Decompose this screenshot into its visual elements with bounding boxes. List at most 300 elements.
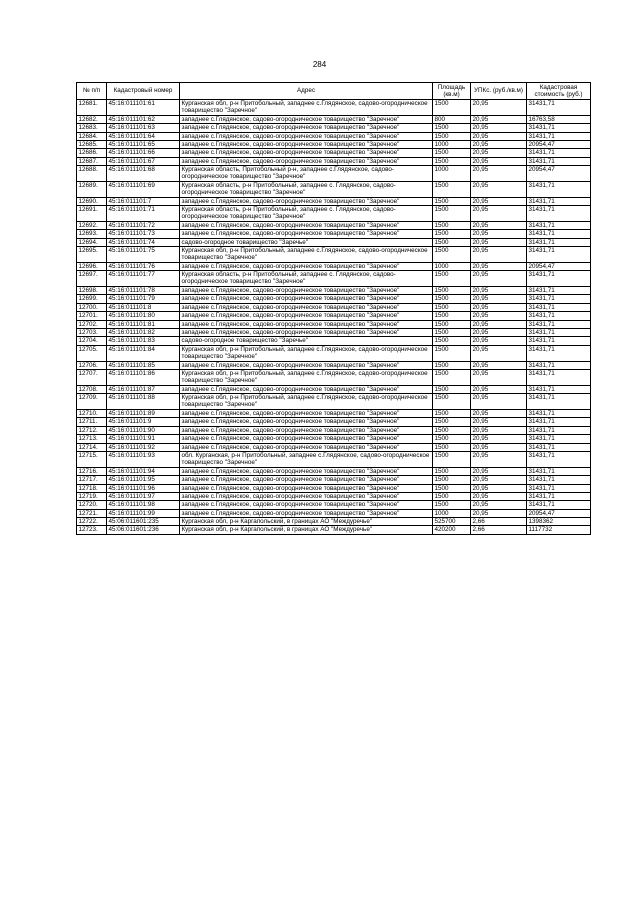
cell-cadastral-cost: 31431,71 — [527, 361, 591, 369]
cell-address: западнее с.Глядянское, садово-огородническое товарищество "Заречное" — [180, 385, 433, 393]
cell-address: Курганская область, р-н Притобольный, западнее с. Глядянское, садово-огородническое товарищество "Заречное" — [180, 271, 433, 287]
cell-address: западнее с.Глядянское, садово-огородническое товарищество "Заречное" — [180, 221, 433, 229]
cell-address: западнее с.Глядянское, садово-огородническое товарищество "Заречное" — [180, 476, 433, 484]
cell-area: 1500 — [433, 385, 471, 393]
cell-number: 12683. — [77, 124, 107, 132]
cell-cadastral-cost: 31431,71 — [527, 467, 591, 475]
cell-upks: 20,95 — [471, 100, 527, 116]
cell-area: 1500 — [433, 361, 471, 369]
cell-cadastral-cost: 31431,71 — [527, 287, 591, 295]
table-row — [77, 345, 591, 361]
cell-area: 1500 — [433, 451, 471, 467]
table-row — [77, 509, 591, 517]
cell-number: 12685. — [77, 140, 107, 148]
table-row — [77, 230, 591, 238]
cell-area: 1500 — [433, 157, 471, 165]
cell-cadastral-cost: 16763,58 — [527, 115, 591, 123]
page-number: 284 — [312, 60, 327, 69]
cell-upks: 20,95 — [471, 361, 527, 369]
cell-number: 12681. — [77, 100, 107, 116]
cell-area: 1500 — [433, 295, 471, 303]
cell-cadastral-cost: 20954,47 — [527, 140, 591, 148]
table-row — [77, 149, 591, 157]
cell-cadastral-number: 45:16:011101:85 — [107, 361, 180, 369]
cell-cadastral-cost: 31431,71 — [527, 476, 591, 484]
cell-address: западнее с.Глядянское, садово-огородническое товарищество "Заречное" — [180, 320, 433, 328]
table-row — [77, 206, 591, 222]
cell-area: 1500 — [433, 247, 471, 263]
cell-number: 12706. — [77, 361, 107, 369]
cell-address: Курганская область, р-н Притобольный, западнее с. Глядянское, садово-огородническое товарищество "Заречное" — [180, 181, 433, 197]
cell-number: 12698. — [77, 287, 107, 295]
cell-address: Курганская обл, р-н Притобольный, западнее с.Глядянское, садово-огородническое товарищество "Заречное" — [180, 100, 433, 116]
cell-cadastral-cost: 31431,71 — [527, 303, 591, 311]
cell-address: западнее с.Глядянское, садово-огородническое товарищество "Заречное" — [180, 197, 433, 205]
cell-upks: 20,95 — [471, 385, 527, 393]
cell-number: 12693. — [77, 230, 107, 238]
cell-cadastral-cost: 31431,71 — [527, 238, 591, 246]
cell-cadastral-cost: 1398362 — [527, 518, 591, 526]
table-row — [77, 303, 591, 311]
cell-upks: 20,95 — [471, 206, 527, 222]
cell-number: 12719. — [77, 492, 107, 500]
cell-address: Курганская обл, р-н Притобольный, западнее с.Глядянское, садово-огородническое товарищество "Заречное" — [180, 345, 433, 361]
cell-upks: 20,95 — [471, 132, 527, 140]
cell-cadastral-cost: 31431,71 — [527, 501, 591, 509]
cell-upks: 20,95 — [471, 262, 527, 270]
cell-cadastral-number: 45:16:011101:97 — [107, 492, 180, 500]
cell-upks: 20,95 — [471, 476, 527, 484]
cell-upks: 20,95 — [471, 124, 527, 132]
cell-cadastral-cost: 31431,71 — [527, 443, 591, 451]
cell-number: 12700. — [77, 303, 107, 311]
cell-address: западнее с.Глядянское, садово-огородническое товарищество "Заречное" — [180, 115, 433, 123]
table-row — [77, 312, 591, 320]
table-row — [77, 337, 591, 345]
cell-cadastral-number: 45:16:011101:96 — [107, 484, 180, 492]
cell-upks: 20,95 — [471, 345, 527, 361]
cell-area: 1500 — [433, 312, 471, 320]
cell-number: 12711. — [77, 418, 107, 426]
cell-cadastral-cost: 31431,71 — [527, 329, 591, 337]
cell-address: западнее с.Глядянское, садово-огородническое товарищество "Заречное" — [180, 230, 433, 238]
cell-upks: 20,95 — [471, 467, 527, 475]
cell-cadastral-cost: 31431,71 — [527, 132, 591, 140]
cell-area: 1500 — [433, 476, 471, 484]
cell-cadastral-cost: 20954,47 — [527, 509, 591, 517]
cell-upks: 20,95 — [471, 295, 527, 303]
cell-area: 1000 — [433, 166, 471, 182]
table-row — [77, 287, 591, 295]
cell-number: 12705. — [77, 345, 107, 361]
table-row — [77, 221, 591, 229]
cell-address: Курганская область, Притобольный р-н, западнее с.Глядянское, садово-огородническое товарищество "Заречное" — [180, 166, 433, 182]
cell-cadastral-cost: 31431,71 — [527, 181, 591, 197]
header-area: Площадь (кв.м) — [433, 83, 471, 100]
cell-number: 12710. — [77, 409, 107, 417]
cell-address: западнее с.Глядянское, садово-огородническое товарищество "Заречное" — [180, 492, 433, 500]
cell-number: 12716. — [77, 467, 107, 475]
cell-cadastral-cost: 31431,71 — [527, 197, 591, 205]
cell-number: 12703. — [77, 329, 107, 337]
cell-area: 525700 — [433, 518, 471, 526]
cell-number: 12721. — [77, 509, 107, 517]
cell-number: 12691. — [77, 206, 107, 222]
cell-upks: 20,95 — [471, 238, 527, 246]
cell-cadastral-cost: 31431,71 — [527, 230, 591, 238]
cell-area: 1500 — [433, 435, 471, 443]
cell-upks: 20,95 — [471, 115, 527, 123]
table-row — [77, 501, 591, 509]
cell-cadastral-cost: 31431,71 — [527, 426, 591, 434]
cell-cadastral-number: 45:16:011101:63 — [107, 124, 180, 132]
table-row — [77, 443, 591, 451]
cell-upks: 20,95 — [471, 221, 527, 229]
cell-cadastral-number: 45:16:011101:8 — [107, 303, 180, 311]
table-row — [77, 262, 591, 270]
table-row — [77, 197, 591, 205]
cell-address: западнее с.Глядянское, садово-огородническое товарищество "Заречное" — [180, 262, 433, 270]
cell-address: западнее с.Глядянское, садово-огородническое товарищество "Заречное" — [180, 361, 433, 369]
cell-area: 1500 — [433, 181, 471, 197]
cell-cadastral-number: 45:16:011101:62 — [107, 115, 180, 123]
cell-area: 1000 — [433, 509, 471, 517]
cell-address: западнее с.Глядянское, садово-огородническое товарищество "Заречное" — [180, 140, 433, 148]
cell-number: 12692. — [77, 221, 107, 229]
cell-upks: 20,95 — [471, 166, 527, 182]
cell-area: 1500 — [433, 271, 471, 287]
cell-cadastral-number: 45:16:011101:77 — [107, 271, 180, 287]
cell-cadastral-number: 45:16:011101:75 — [107, 247, 180, 263]
cell-address: западнее с.Глядянское, садово-огородническое товарищество "Заречное" — [180, 329, 433, 337]
cell-upks: 20,95 — [471, 509, 527, 517]
cell-cadastral-number: 45:16:011101:93 — [107, 451, 180, 467]
cell-number: 12712. — [77, 426, 107, 434]
cell-number: 12718. — [77, 484, 107, 492]
cell-upks: 20,95 — [471, 181, 527, 197]
cell-area: 420200 — [433, 526, 471, 534]
cell-address: Курганская обл, р-н Притобольный, западнее с.Глядянское, садово-огородническое товарищество "Заречное" — [180, 370, 433, 386]
cell-upks: 20,95 — [471, 418, 527, 426]
cell-cadastral-number: 45:16:011101:88 — [107, 394, 180, 410]
cell-number: 12694. — [77, 238, 107, 246]
cell-address: западнее с.Глядянское, садово-огородническое товарищество "Заречное" — [180, 435, 433, 443]
cell-area: 1500 — [433, 197, 471, 205]
table-row — [77, 115, 591, 123]
cell-cadastral-cost: 31431,71 — [527, 206, 591, 222]
cell-cadastral-number: 45:16:011101:90 — [107, 426, 180, 434]
cell-cadastral-number: 45:16:011101:91 — [107, 435, 180, 443]
cell-area: 1500 — [433, 303, 471, 311]
cell-cadastral-cost: 31431,71 — [527, 295, 591, 303]
table-row — [77, 467, 591, 475]
cell-address: Курганская область, р-н Притобольный, западнее с. Глядянское, садово-огородническое товарищество "Заречное" — [180, 206, 433, 222]
cell-number: 12687. — [77, 157, 107, 165]
cell-cadastral-number: 45:16:011101:80 — [107, 312, 180, 320]
cell-number: 12720. — [77, 501, 107, 509]
table-row — [77, 526, 591, 534]
table-row — [77, 484, 591, 492]
cell-upks: 20,95 — [471, 501, 527, 509]
cell-cadastral-number: 45:06:011601:236 — [107, 526, 180, 534]
cell-upks: 20,95 — [471, 303, 527, 311]
cell-cadastral-cost: 31431,71 — [527, 370, 591, 386]
cell-number: 12690. — [77, 197, 107, 205]
cell-upks: 20,95 — [471, 409, 527, 417]
cell-cadastral-cost: 31431,71 — [527, 492, 591, 500]
cell-address: западнее с.Глядянское, садово-огородническое товарищество "Заречное" — [180, 132, 433, 140]
cell-number: 12707. — [77, 370, 107, 386]
cell-cadastral-cost: 1117732 — [527, 526, 591, 534]
cell-cadastral-number: 45:16:011101:95 — [107, 476, 180, 484]
cell-upks: 2,66 — [471, 526, 527, 534]
cell-upks: 2,66 — [471, 518, 527, 526]
cell-area: 1000 — [433, 140, 471, 148]
cell-upks: 20,95 — [471, 443, 527, 451]
table-row — [77, 271, 591, 287]
cell-cadastral-number: 45:16:011101:86 — [107, 370, 180, 386]
cell-cadastral-number: 45:16:011101:68 — [107, 166, 180, 182]
cell-area: 1500 — [433, 443, 471, 451]
table-row — [77, 140, 591, 148]
cell-cadastral-number: 45:16:011101:9 — [107, 418, 180, 426]
cell-address: западнее с.Глядянское, садово-огородническое товарищество "Заречное" — [180, 287, 433, 295]
cell-area: 1500 — [433, 206, 471, 222]
table-row — [77, 100, 591, 116]
cell-cadastral-number: 45:16:011101:67 — [107, 157, 180, 165]
cell-cadastral-number: 45:16:011101:69 — [107, 181, 180, 197]
cell-address: западнее с.Глядянское, садово-огородническое товарищество "Заречное" — [180, 409, 433, 417]
cell-cadastral-cost: 31431,71 — [527, 320, 591, 328]
table-row — [77, 157, 591, 165]
cell-cadastral-number: 45:16:011101:84 — [107, 345, 180, 361]
cell-upks: 20,95 — [471, 312, 527, 320]
cell-number: 12717. — [77, 476, 107, 484]
header-cadastral-number: Кадастровый номер — [107, 83, 180, 100]
cell-upks: 20,95 — [471, 435, 527, 443]
cell-upks: 20,95 — [471, 149, 527, 157]
cell-area: 1500 — [433, 320, 471, 328]
cell-area: 1500 — [433, 230, 471, 238]
cell-number: 12697. — [77, 271, 107, 287]
table-header-row — [77, 83, 591, 100]
cell-area: 1500 — [433, 501, 471, 509]
cell-area: 1500 — [433, 484, 471, 492]
cell-area: 1500 — [433, 329, 471, 337]
cell-cadastral-number: 45:16:011101:65 — [107, 140, 180, 148]
cell-cadastral-cost: 31431,71 — [527, 345, 591, 361]
cell-number: 12702. — [77, 320, 107, 328]
cell-upks: 20,95 — [471, 247, 527, 263]
cell-upks: 20,95 — [471, 492, 527, 500]
table-row — [77, 181, 591, 197]
cell-area: 1500 — [433, 370, 471, 386]
cell-cadastral-number: 45:16:011101:98 — [107, 501, 180, 509]
cell-cadastral-number: 45:16:011101:71 — [107, 206, 180, 222]
cell-area: 1500 — [433, 132, 471, 140]
cell-area: 1500 — [433, 149, 471, 157]
cell-upks: 20,95 — [471, 157, 527, 165]
header-upks: УПКс. (руб./кв.м) — [471, 83, 527, 100]
table-row — [77, 518, 591, 526]
cell-number: 12704. — [77, 337, 107, 345]
cell-address: западнее с.Глядянское, садово-огородническое товарищество "Заречное" — [180, 124, 433, 132]
table-body — [77, 100, 591, 535]
cell-number: 12713. — [77, 435, 107, 443]
header-address: Адрес — [180, 83, 433, 100]
cell-cadastral-cost: 31431,71 — [527, 409, 591, 417]
cell-cadastral-cost: 31431,71 — [527, 385, 591, 393]
cell-cadastral-cost: 20954,47 — [527, 262, 591, 270]
cell-cadastral-cost: 31431,71 — [527, 484, 591, 492]
cell-cadastral-number: 45:16:011101:76 — [107, 262, 180, 270]
table-row — [77, 394, 591, 410]
cell-area: 1500 — [433, 418, 471, 426]
cell-address: западнее с.Глядянское, садово-огородническое товарищество "Заречное" — [180, 312, 433, 320]
cell-number: 12686. — [77, 149, 107, 157]
cell-number: 12714. — [77, 443, 107, 451]
cell-cadastral-cost: 31431,71 — [527, 451, 591, 467]
cell-address: западнее с.Глядянское, садово-огородническое товарищество "Заречное" — [180, 443, 433, 451]
cell-cadastral-cost: 31431,71 — [527, 157, 591, 165]
cell-upks: 20,95 — [471, 320, 527, 328]
cell-address: западнее с.Глядянское, садово-огородническое товарищество "Заречное" — [180, 426, 433, 434]
cell-area: 1500 — [433, 345, 471, 361]
cell-cadastral-number: 45:16:011101:83 — [107, 337, 180, 345]
table-row — [77, 492, 591, 500]
cell-cadastral-number: 45:16:011101:7 — [107, 197, 180, 205]
cell-address: западнее с.Глядянское, садово-огородническое товарищество "Заречное" — [180, 295, 433, 303]
cell-area: 1500 — [433, 467, 471, 475]
cell-cadastral-cost: 20954,47 — [527, 166, 591, 182]
cell-number: 12696. — [77, 262, 107, 270]
table-row — [77, 238, 591, 246]
cell-area: 1500 — [433, 221, 471, 229]
cell-number: 12699. — [77, 295, 107, 303]
cell-cadastral-cost: 31431,71 — [527, 100, 591, 116]
cell-area: 1500 — [433, 124, 471, 132]
cell-cadastral-number: 45:16:011101:66 — [107, 149, 180, 157]
table-row — [77, 418, 591, 426]
cell-cadastral-number: 45:16:011101:87 — [107, 385, 180, 393]
cell-number: 12715. — [77, 451, 107, 467]
cell-number: 12709. — [77, 394, 107, 410]
cadastral-table — [76, 82, 591, 535]
cell-cadastral-number: 45:16:011101:61 — [107, 100, 180, 116]
cell-cadastral-cost: 31431,71 — [527, 221, 591, 229]
table-row — [77, 320, 591, 328]
cell-upks: 20,95 — [471, 140, 527, 148]
cell-area: 1500 — [433, 409, 471, 417]
table-row — [77, 124, 591, 132]
cell-cadastral-number: 45:16:011101:79 — [107, 295, 180, 303]
cell-cadastral-number: 45:16:011101:78 — [107, 287, 180, 295]
table-row — [77, 132, 591, 140]
cell-number: 12682. — [77, 115, 107, 123]
cell-number: 12701. — [77, 312, 107, 320]
table-row — [77, 385, 591, 393]
cell-number: 12688. — [77, 166, 107, 182]
cell-upks: 20,95 — [471, 394, 527, 410]
cell-cadastral-cost: 31431,71 — [527, 337, 591, 345]
cell-address: садово-огородное товарищество "Заречье" — [180, 337, 433, 345]
table-row — [77, 295, 591, 303]
cell-upks: 20,95 — [471, 287, 527, 295]
table-row — [77, 476, 591, 484]
cell-address: западнее с.Глядянское, садово-огородническое товарищество "Заречное" — [180, 418, 433, 426]
cell-upks: 20,95 — [471, 426, 527, 434]
cell-cadastral-number: 45:16:011101:82 — [107, 329, 180, 337]
cell-cadastral-number: 45:16:011101:81 — [107, 320, 180, 328]
cell-area: 800 — [433, 115, 471, 123]
table-row — [77, 329, 591, 337]
cell-upks: 20,95 — [471, 230, 527, 238]
cell-number: 12722. — [77, 518, 107, 526]
cell-address: Курганская обл, р-н Притобольный, западнее с.Глядянское, садово-огородническое товарищество "Заречное" — [180, 394, 433, 410]
cell-upks: 20,95 — [471, 197, 527, 205]
cell-upks: 20,95 — [471, 484, 527, 492]
cell-address: западнее с.Глядянское, садово-огородническое товарищество "Заречное" — [180, 157, 433, 165]
cell-cadastral-cost: 31431,71 — [527, 271, 591, 287]
cell-cadastral-cost: 31431,71 — [527, 418, 591, 426]
cell-number: 12689. — [77, 181, 107, 197]
cell-area: 1500 — [433, 287, 471, 295]
cell-area: 1500 — [433, 238, 471, 246]
cell-upks: 20,95 — [471, 329, 527, 337]
cell-address: обл. Курганская, р-н Притобольный, западнее с.Глядянское, садово-огородническое товарищество "Заречное" — [180, 451, 433, 467]
cell-cadastral-number: 45:16:011101:99 — [107, 509, 180, 517]
table-row — [77, 166, 591, 182]
cell-number: 12723. — [77, 526, 107, 534]
cell-cadastral-cost: 31431,71 — [527, 124, 591, 132]
table-row — [77, 247, 591, 263]
cell-cadastral-cost: 31431,71 — [527, 247, 591, 263]
cell-cadastral-cost: 31431,71 — [527, 149, 591, 157]
cell-address: садово-огородное товарищество "Заречье" — [180, 238, 433, 246]
cell-upks: 20,95 — [471, 370, 527, 386]
cell-address: Курганская обл, р-н Каргапольский, в границах АО "Междуречье" — [180, 518, 433, 526]
cell-cadastral-cost: 31431,71 — [527, 312, 591, 320]
cell-area: 1500 — [433, 492, 471, 500]
cell-address: западнее с.Глядянское, садово-огородническое товарищество "Заречное" — [180, 467, 433, 475]
cell-cadastral-number: 45:16:011101:64 — [107, 132, 180, 140]
table-row — [77, 426, 591, 434]
cell-upks: 20,95 — [471, 271, 527, 287]
cell-cadastral-number: 45:16:011101:73 — [107, 230, 180, 238]
cell-upks: 20,95 — [471, 337, 527, 345]
cell-address: Курганская обл, р-н Притобольный, западнее с.Глядянское, садово-огородническое товарищество "Заречное" — [180, 247, 433, 263]
cell-number: 12684. — [77, 132, 107, 140]
cell-cadastral-number: 45:16:011101:94 — [107, 467, 180, 475]
table-row — [77, 451, 591, 467]
cell-address: западнее с.Глядянское, садово-огородническое товарищество "Заречное" — [180, 484, 433, 492]
cell-cadastral-number: 45:16:011101:72 — [107, 221, 180, 229]
cell-cadastral-cost: 31431,71 — [527, 435, 591, 443]
cell-cadastral-number: 45:16:011101:92 — [107, 443, 180, 451]
cell-number: 12708. — [77, 385, 107, 393]
cell-cadastral-number: 45:16:011101:74 — [107, 238, 180, 246]
cell-number: 12695. — [77, 247, 107, 263]
table-row — [77, 409, 591, 417]
cell-cadastral-number: 45:06:011601:235 — [107, 518, 180, 526]
cell-cadastral-number: 45:16:011101:89 — [107, 409, 180, 417]
header-number: № п/п — [77, 83, 107, 100]
cell-address: западнее с.Глядянское, садово-огородническое товарищество "Заречное" — [180, 509, 433, 517]
table-row — [77, 361, 591, 369]
cell-address: западнее с.Глядянское, садово-огородническое товарищество "Заречное" — [180, 303, 433, 311]
cell-area: 1500 — [433, 100, 471, 116]
cell-area: 1500 — [433, 337, 471, 345]
